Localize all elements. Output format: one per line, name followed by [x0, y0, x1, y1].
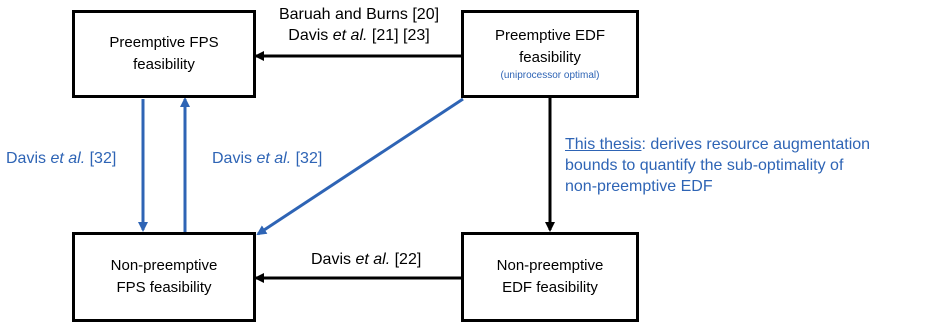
label-thesis-line3: non-preemptive EDF [565, 178, 713, 195]
box-nonpreemptive-edf-line1: Non-preemptive [496, 257, 604, 274]
box-nonpreemptive-edf [461, 232, 639, 322]
thesis-link: This thesis [565, 136, 642, 153]
label-left-etal: et al. [50, 150, 86, 167]
label-middle-author: Davis [212, 150, 253, 167]
box-nonpreemptive-edf-line2: EDF feasibility [502, 279, 598, 296]
label-left-author: Davis [6, 150, 47, 167]
label-top-line2 [258, 25, 460, 46]
label-thesis-line1 [565, 134, 870, 155]
box-nonpreemptive-fps-line2: FPS feasibility [116, 279, 212, 296]
label-top-refs: [21] [23] [371, 27, 430, 44]
label-bottom-ref: [22] [394, 251, 422, 268]
box-nonpreemptive-fps [72, 232, 256, 322]
box-nonpreemptive-fps-line1: Non-preemptive [110, 257, 218, 274]
box-preemptive-edf-line1: Preemptive EDF [494, 27, 606, 44]
label-top-etal: et al. [332, 27, 368, 44]
label-top-citation [258, 4, 460, 46]
label-bottom-author: Davis [311, 251, 352, 268]
label-bottom-citation [311, 249, 421, 270]
box-preemptive-edf-note: (uniprocessor optimal) [500, 70, 600, 81]
label-middle-ref: [32] [295, 150, 323, 167]
label-bottom-etal: et al. [355, 251, 391, 268]
label-thesis-note [565, 134, 870, 197]
box-preemptive-fps [72, 10, 256, 98]
label-middle-citation [212, 148, 322, 169]
label-left-ref: [32] [89, 150, 117, 167]
label-thesis-line2: bounds to quantify the sub-optimality of [565, 157, 844, 174]
label-top-author: Davis [288, 27, 329, 44]
box-preemptive-edf [461, 10, 639, 98]
box-preemptive-fps-line1: Preemptive FPS [109, 34, 219, 51]
box-preemptive-edf-line2: feasibility [519, 49, 581, 66]
label-thesis-rest1: : derives resource augmentation [641, 136, 871, 153]
box-preemptive-fps-line2: feasibility [133, 56, 195, 73]
label-top-line1: Baruah and Burns [20] [278, 6, 440, 23]
label-left-citation [6, 148, 116, 169]
label-middle-etal: et al. [256, 150, 292, 167]
